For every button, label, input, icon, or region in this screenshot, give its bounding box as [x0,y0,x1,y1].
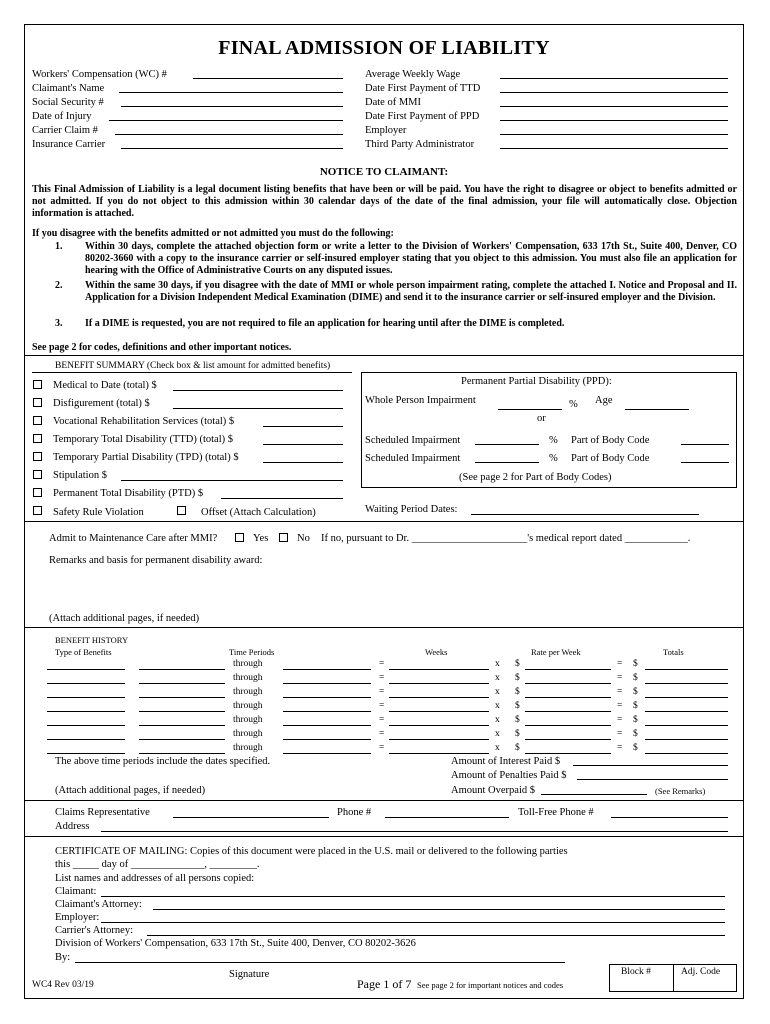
notice-item-2: Within the same 30 days, if you disagree with the date of MMI or whole person impairment rating, complete the attached I. Notice and Proposal and II. Application for a Division Independent Medical Examination (DIME) and send it to the insurance carrier or self-insured employer and the Division. [85,280,737,303]
col-rate: Rate per Week [531,647,581,657]
ssn-label: Social Security # [32,97,104,108]
history-type-field[interactable] [47,683,125,684]
history-type-field[interactable] [47,669,125,670]
phone-field[interactable] [385,817,509,818]
history-equals: = [617,687,623,697]
form-title: FINAL ADMISSION OF LIABILITY [218,37,550,59]
attach-pages-note: (Attach additional pages, if needed) [49,613,200,624]
maintenance-yes-checkbox[interactable] [235,533,244,542]
history-equals: = [617,701,623,711]
notice-disagree: If you disagree with the benefits admitted or not admitted you must do the following: [32,228,394,239]
history-times: x [495,729,500,739]
ttd-date-label: Date First Payment of TTD [365,83,481,94]
col-weeks: Weeks [425,647,448,657]
divider [25,836,743,837]
office-use-divider [673,964,674,992]
percent-sign: % [549,453,558,464]
phone-label: Phone # [337,807,372,818]
notice-item-3: If a DIME is requested, you are not required to file an application for hearing until after the DIME is completed. [85,318,565,329]
divider [25,800,743,801]
claimant-attorney-label: Claimant's Attorney: [55,899,142,910]
history-times: x [495,687,500,697]
history-total-dollar: $ [633,729,638,739]
ppd-date-label: Date First Payment of PPD [365,111,480,122]
history-total-dollar: $ [633,743,638,753]
history-equals: = [617,715,623,725]
claimant-attorney-field[interactable] [153,909,725,910]
safety-checkbox[interactable] [33,506,42,515]
benefit-history-heading: BENEFIT HISTORY [55,635,129,645]
history-equals: = [617,729,623,739]
mailing-list-label: List names and addresses of all persons copied: [55,873,255,884]
vocational-checkbox[interactable] [33,416,42,425]
history-rate-dollar: $ [515,687,520,697]
mailing-this-day: this _____ day of ______________, _________. [55,859,260,870]
history-weeks-field[interactable] [389,739,489,740]
age-field[interactable] [625,409,689,410]
ptd-checkbox[interactable] [33,488,42,497]
history-start-field[interactable] [139,669,225,670]
tollfree-field[interactable] [611,817,728,818]
history-rate-dollar: $ [515,673,520,683]
carrier-claim-label: Carrier Claim # [32,125,98,136]
history-equals: = [617,743,623,753]
history-weeks-field[interactable] [389,669,489,670]
time-period-note: The above time periods include the dates specified. [55,756,271,767]
notice-item-number: 3. [55,318,63,329]
mailing-heading: CERTIFICATE OF MAILING: Copies of this document were placed in the U.S. mail or delivered to the following parties [55,846,568,857]
aww-field[interactable] [500,78,728,79]
history-weeks-field[interactable] [389,697,489,698]
history-equals: = [379,715,385,725]
employer-copy-label: Employer: [55,912,100,923]
history-end-field[interactable] [283,683,371,684]
history-type-field[interactable] [47,725,125,726]
history-rate-dollar: $ [515,715,520,725]
by-signature-field[interactable] [75,962,565,963]
notice-item-1: Within 30 days, complete the attached objection form or write a letter to the Division of Workers' Compensation, 633 17th St., Suite 400, Denver, CO 80202-3660 with a copy to the insurance carrier or self-insured employer stating that you object to this admission. You must also file an application for hearing with the Office of Administrative Courts on any disputed issues. [85,241,737,276]
scheduled-label-2: Scheduled Impairment [365,453,461,464]
page-number: Page 1 of 7 [357,977,412,991]
ptd-label: Permanent Total Disability (PTD) $ [53,488,204,499]
form-page [24,24,744,999]
history-through-label: through [233,743,263,753]
percent-sign: % [569,399,578,410]
medical-checkbox[interactable] [33,380,42,389]
wc-number-field[interactable] [193,78,343,79]
history-total-field[interactable] [645,753,728,754]
history-start-field[interactable] [139,683,225,684]
part-of-body-label-1: Part of Body Code [571,435,650,446]
disfigurement-amount[interactable] [173,408,343,409]
history-rate-dollar: $ [515,659,520,669]
penalties-field[interactable] [577,779,728,780]
tpd-checkbox[interactable] [33,452,42,461]
maintenance-yes-label: Yes [253,533,269,544]
employer-field[interactable] [500,134,728,135]
part-of-body-field-1[interactable] [681,444,729,445]
see-codes-note: See page 2 for codes, definitions and other important notices. [32,342,292,353]
notice-item-number: 2. [55,280,63,291]
percent-sign: % [549,435,558,446]
summary-underline [32,372,352,373]
stipulation-label: Stipulation $ [53,470,107,481]
stipulation-checkbox[interactable] [33,470,42,479]
medical-label: Medical to Date (total) $ [53,380,157,391]
notice-intro: This Final Admission of Liability is a legal document listing benefits that have been or will be paid. You have the right to disagree or object to benefits admitted or not admitted. If you do not object to this admission within 30 calendar days of the date of the final admission, your file will automatically close. Objection information is attached. [32,184,737,219]
col-totals: Totals [663,647,684,657]
remarks-label: Remarks and basis for permanent disability award: [49,555,263,566]
employer-label: Employer [365,125,407,136]
col-time: Time Periods [229,647,275,657]
history-type-field[interactable] [47,739,125,740]
history-through-label: through [233,701,263,711]
divider [25,627,743,628]
stipulation-amount[interactable] [121,480,343,481]
see-body-codes: (See page 2 for Part of Body Codes) [459,472,612,483]
scheduled-field-1[interactable] [475,444,539,445]
tpd-label: Temporary Partial Disability (TPD) (total) $ [53,452,239,463]
part-of-body-label-2: Part of Body Code [571,453,650,464]
history-total-field[interactable] [645,739,728,740]
history-equals: = [379,659,385,669]
history-rate-field[interactable] [525,753,611,754]
history-rate-field[interactable] [525,683,611,684]
history-rate-field[interactable] [525,739,611,740]
maintenance-label: Admit to Maintenance Care after MMI? [49,533,218,544]
history-through-label: through [233,659,263,669]
form-revision: WC4 Rev 03/19 [32,980,94,990]
tpa-field[interactable] [500,148,728,149]
by-label: By: [55,952,71,963]
ppd-title: Permanent Partial Disability (PPD): [461,376,612,387]
divider [25,521,743,522]
history-through-label: through [233,715,263,725]
history-rate-field[interactable] [525,711,611,712]
maintenance-no-label: No [297,533,310,544]
claims-rep-field[interactable] [173,817,329,818]
tpd-amount[interactable] [263,462,343,463]
history-times: x [495,743,500,753]
history-equals: = [617,659,623,669]
history-equals: = [379,729,385,739]
history-end-field[interactable] [283,753,371,754]
history-weeks-field[interactable] [389,711,489,712]
history-total-dollar: $ [633,659,638,669]
adj-code-label: Adj. Code [681,967,721,977]
history-weeks-field[interactable] [389,725,489,726]
col-type: Type of Benefits [55,647,112,657]
carrier-attorney-field[interactable] [147,935,725,936]
claimant-copy-field[interactable] [101,896,725,897]
employer-copy-field[interactable] [101,922,725,923]
mmi-date-field[interactable] [500,106,728,107]
notice-heading: NOTICE TO CLAIMANT: [319,166,449,178]
date-of-injury-label: Date of Injury [32,111,92,122]
penalties-label: Amount of Penalties Paid $ [451,770,567,781]
tollfree-label: Toll-Free Phone # [518,807,594,818]
notice-item-number: 1. [55,241,63,252]
history-through-label: through [233,673,263,683]
interest-field[interactable] [573,765,728,766]
scheduled-label-1: Scheduled Impairment [365,435,461,446]
aww-label: Average Weekly Wage [365,69,461,80]
history-rate-dollar: $ [515,701,520,711]
history-equals: = [379,701,385,711]
history-through-label: through [233,687,263,697]
see-page2-footer: See page 2 for important notices and codes [417,980,564,990]
or-label: or [537,413,546,424]
history-equals: = [379,743,385,753]
history-start-field[interactable] [139,739,225,740]
scheduled-field-2[interactable] [475,462,539,463]
overpaid-field[interactable] [541,794,647,795]
carrier-attorney-label: Carrier's Attorney: [55,925,133,936]
disfigurement-checkbox[interactable] [33,398,42,407]
history-equals: = [617,673,623,683]
claimant-name-label: Claimant's Name [32,83,105,94]
claims-rep-label: Claims Representative [55,807,150,818]
maintenance-no-checkbox[interactable] [279,533,288,542]
offset-label: Offset (Attach Calculation) [201,507,316,518]
pursuant-text: If no, pursuant to Dr. ______________________'s medical report dated ____________. [321,533,691,544]
history-total-field[interactable] [645,669,728,670]
address-label: Address [55,821,90,832]
tpa-label: Third Party Administrator [365,139,475,150]
vocational-label: Vocational Rehabilitation Services (total) $ [53,416,235,427]
history-rate-dollar: $ [515,729,520,739]
history-rate-field[interactable] [525,669,611,670]
address-field[interactable] [101,831,728,832]
waiting-period-label: Waiting Period Dates: [365,504,458,515]
vocational-amount[interactable] [263,426,343,427]
carrier-claim-field[interactable] [115,134,343,135]
ssn-field[interactable] [121,106,343,107]
history-total-field[interactable] [645,697,728,698]
history-end-field[interactable] [283,739,371,740]
history-end-field[interactable] [283,725,371,726]
benefit-summary-heading: BENEFIT SUMMARY (Check box & list amount for admitted benefits) [55,361,331,371]
ttd-checkbox[interactable] [33,434,42,443]
history-type-field[interactable] [47,697,125,698]
ppd-date-field[interactable] [500,120,728,121]
history-type-field[interactable] [47,753,125,754]
part-of-body-field-2[interactable] [681,462,729,463]
history-times: x [495,701,500,711]
history-rate-dollar: $ [515,743,520,753]
insurance-carrier-field[interactable] [121,148,343,149]
history-weeks-field[interactable] [389,753,489,754]
history-equals: = [379,673,385,683]
history-times: x [495,715,500,725]
age-label: Age [595,395,613,406]
whole-person-label: Whole Person Impairment [365,395,476,406]
signature-label: Signature [229,969,270,980]
ptd-amount[interactable] [221,498,343,499]
divider [25,355,743,356]
ttd-amount[interactable] [263,444,343,445]
claimant-copy-label: Claimant: [55,886,97,897]
history-total-dollar: $ [633,701,638,711]
interest-label: Amount of Interest Paid $ [451,756,561,767]
history-total-field[interactable] [645,683,728,684]
wc-number-label: Workers' Compensation (WC) # [32,69,167,80]
insurance-carrier-label: Insurance Carrier [32,139,106,150]
history-end-field[interactable] [283,669,371,670]
ttd-date-field[interactable] [500,92,728,93]
date-of-injury-field[interactable] [109,120,343,121]
history-rate-field[interactable] [525,697,611,698]
waiting-period-field[interactable] [471,514,699,515]
overpaid-label: Amount Overpaid $ [451,785,535,796]
history-type-field[interactable] [47,711,125,712]
safety-label: Safety Rule Violation [53,507,144,518]
history-start-field[interactable] [139,697,225,698]
history-equals: = [379,687,385,697]
history-start-field[interactable] [139,725,225,726]
mmi-date-label: Date of MMI [365,97,421,108]
history-end-field[interactable] [283,711,371,712]
claimant-name-field[interactable] [119,92,343,93]
history-start-field[interactable] [139,753,225,754]
ttd-label: Temporary Total Disability (TTD) (total) $ [53,434,233,445]
history-total-dollar: $ [633,673,638,683]
history-weeks-field[interactable] [389,683,489,684]
history-attach-note: (Attach additional pages, if needed) [55,785,206,796]
block-label: Block # [621,967,651,977]
history-rate-field[interactable] [525,725,611,726]
see-remarks: (See Remarks) [655,786,706,796]
history-start-field[interactable] [139,711,225,712]
history-total-field[interactable] [645,725,728,726]
history-times: x [495,659,500,669]
offset-checkbox[interactable] [177,506,186,515]
whole-person-field[interactable] [498,409,562,410]
history-times: x [495,673,500,683]
history-end-field[interactable] [283,697,371,698]
history-through-label: through [233,729,263,739]
division-address: Division of Workers' Compensation, 633 17th St., Suite 400, Denver, CO 80202-3626 [55,938,416,949]
history-total-field[interactable] [645,711,728,712]
history-total-dollar: $ [633,687,638,697]
history-total-dollar: $ [633,715,638,725]
disfigurement-label: Disfigurement (total) $ [53,398,150,409]
medical-amount[interactable] [173,390,343,391]
